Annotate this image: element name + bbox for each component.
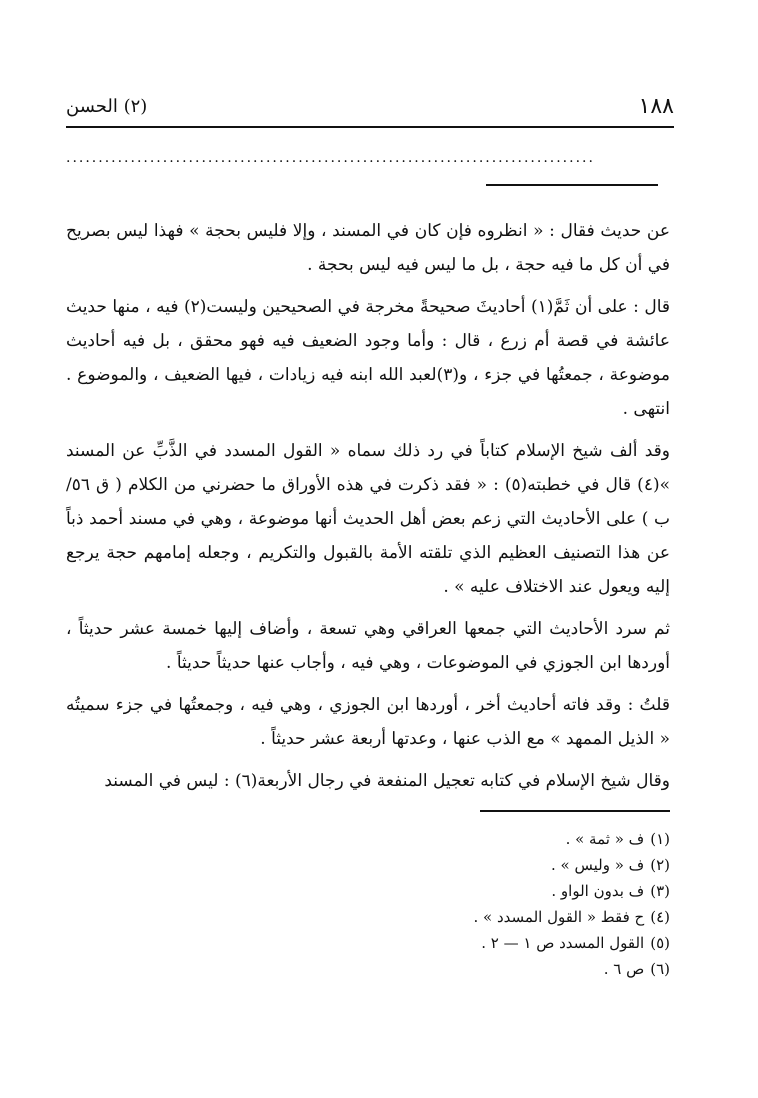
footnote-text: ف بدون الواو .: [551, 882, 645, 900]
footnote-item: [66, 904, 670, 930]
footnote-item: [66, 956, 670, 982]
paragraph: وقد ألف شيخ الإسلام كتاباً في رد ذلك سماه « القول المسدد في الذَّبِّ عن المسند »(٤) قال في خطبته(٥) : « فقد ذكرت في هذه الأوراق ما حضرني من الكلام ( ق ٥٦/ب ) على الأحاديث التي زعم بعض أهل الحديث أنها موضوعة ، وهي في مسند أحمد ذباً عن هذا التصنيف العظيم الذي تلقته الأمة بالقبول والتكريم ، وجعله إمامهم حجة يرجع إليه ويعول عند الاختلاف عليه » .: [66, 441, 670, 597]
footnote-number: (١): [650, 830, 670, 848]
running-title: (٢) الحسن: [66, 96, 148, 117]
footnote-item: [66, 878, 670, 904]
paragraph: وقال شيخ الإسلام في كتابه تعجيل المنفعة في رجال الأربعة(٦) : ليس في المسند: [104, 771, 670, 791]
paragraph: قال : على أن ثَمَّ(١) أحاديثَ صحيحةً مخرجة في الصحيحين وليست(٢) فيه ، منها حديث عائشة في قصة أم زرع ، قال : وأما وجود الضعيف فيه فهو محقق ، بل فيه أحاديث موضوعة ، جمعتُها في جزء ، و(٣)لعبد الله ابنه فيه زيادات ، فيها الضعيف ، والموضوع . انتهى .: [66, 297, 671, 419]
footnote-text: ص ٦ .: [603, 960, 645, 978]
paragraph: ثم سرد الأحاديث التي جمعها العراقي وهي تسعة ، وأضاف إليها خمسة عشر حديثاً ، أوردها ابن الجوزي في الموضوعات ، وهي فيه ، وأجاب عنها حديثاً حديثاً .: [66, 619, 670, 673]
section-rule: [486, 184, 658, 186]
footnote-text: القول المسدد ص ١ — ٢ .: [481, 934, 645, 952]
footnote-item: [66, 930, 670, 956]
paragraph: قلتُ : وقد فاته أحاديث أخر ، أوردها ابن الجوزي ، وهي فيه ، وجمعتُها في جزء سميتُه « الذيل الممهد » مع الذب عنها ، وعدتها أربعة عشر حديثاً .: [66, 695, 670, 749]
footnote-rule: [480, 810, 670, 812]
page-header: [66, 94, 674, 128]
footnote-text: ف « ثمة » .: [565, 830, 645, 848]
footnote-number: (٢): [650, 856, 670, 874]
main-text: [66, 214, 670, 806]
footnotes-list: [66, 826, 670, 982]
footnote-number: (٦): [650, 960, 670, 978]
page-number: ١٨٨: [638, 94, 674, 119]
footnote-item: [66, 852, 670, 878]
footnote-text: ح فقط « القول المسدد » .: [473, 908, 645, 926]
footnote-number: (٣): [650, 882, 670, 900]
dotted-separator: ..................................................................................: [66, 150, 595, 164]
footnote-item: [66, 826, 670, 852]
paragraph: عن حديث فقال : « انظروه فإن كان في المسند ، وإلا فليس بحجة » فهذا ليس بصريح في أن كل ما فيه حجة ، بل ما ليس فيه ليس بحجة .: [66, 221, 670, 275]
footnote-number: (٥): [650, 934, 670, 952]
footnote-text: ف « وليس » .: [551, 856, 645, 874]
footnote-number: (٤): [650, 908, 670, 926]
